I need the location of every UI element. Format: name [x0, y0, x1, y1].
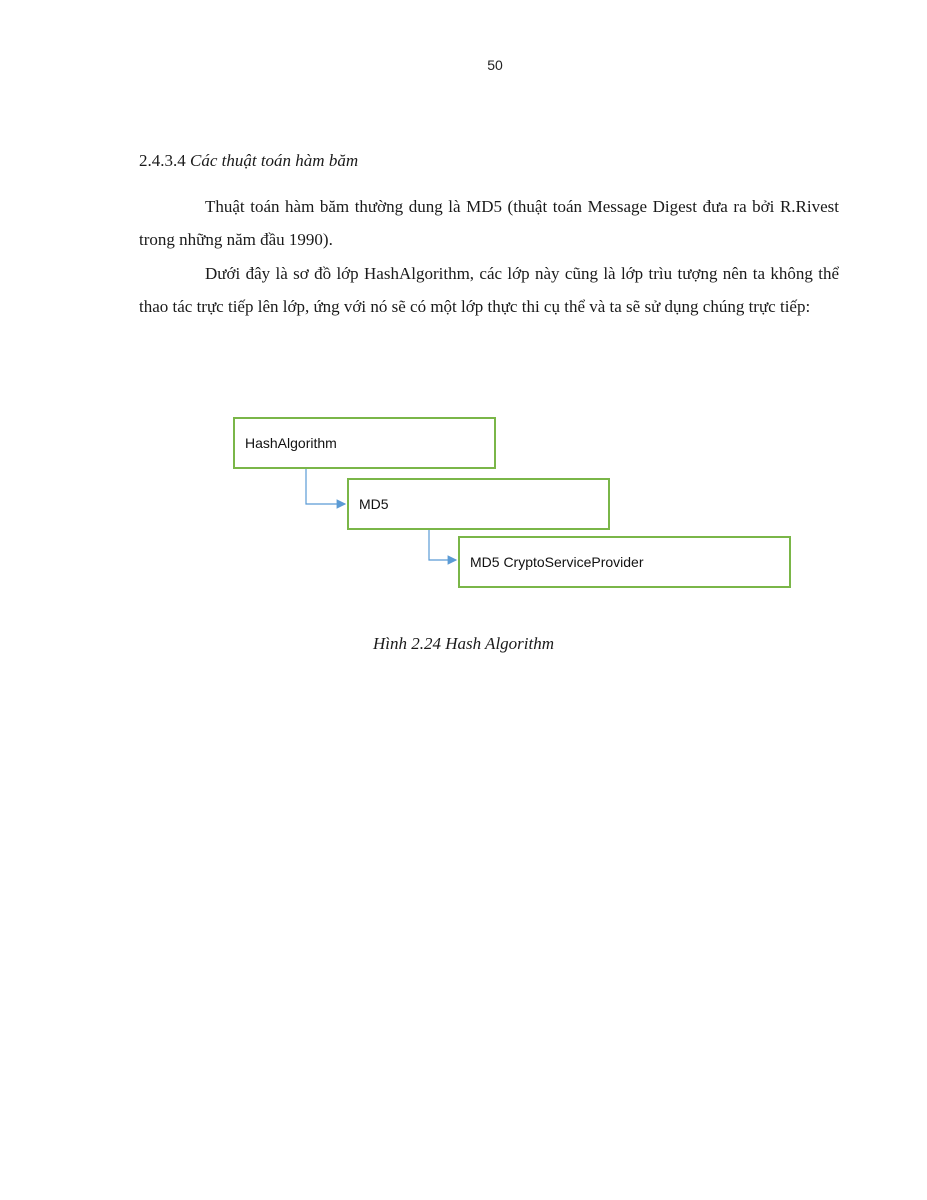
section-heading — [139, 151, 358, 171]
figure-caption: Hình 2.24 Hash Algorithm — [372, 634, 555, 653]
section-title: Các thuật toán hàm băm — [190, 151, 359, 170]
paragraph-class-diagram — [139, 257, 839, 323]
class-node-hashalgorithm — [233, 417, 496, 469]
class-node-md5-cryptoserviceprovider — [458, 536, 791, 588]
paragraph-md5 — [139, 190, 839, 256]
connector-hashalgorithm-to-md5 — [306, 469, 345, 504]
class-node-label: MD5 — [359, 496, 389, 512]
paragraph-text: Thuật toán hàm băm thường dung là MD5 (thuật toán Message Digest đưa ra bởi R.Rivest trong những năm đầu 1990). — [139, 197, 839, 249]
connector-md5-to-cryptoserviceprovider — [429, 530, 456, 560]
class-node-label: MD5 CryptoServiceProvider — [470, 554, 644, 570]
class-node-label: HashAlgorithm — [245, 435, 337, 451]
paragraph-text: Dưới đây là sơ đồ lớp HashAlgorithm, các lớp này cũng là lớp trìu tượng nên ta không thể thao tác trực tiếp lên lớp, ứng với nó sẽ có một lớp thực thi cụ thể và ta sẽ sử dụng chúng trực tiếp: — [139, 264, 839, 316]
section-number: 2.4.3.4 — [139, 151, 186, 170]
page-number: 50 — [487, 57, 503, 73]
class-node-md5 — [347, 478, 610, 530]
